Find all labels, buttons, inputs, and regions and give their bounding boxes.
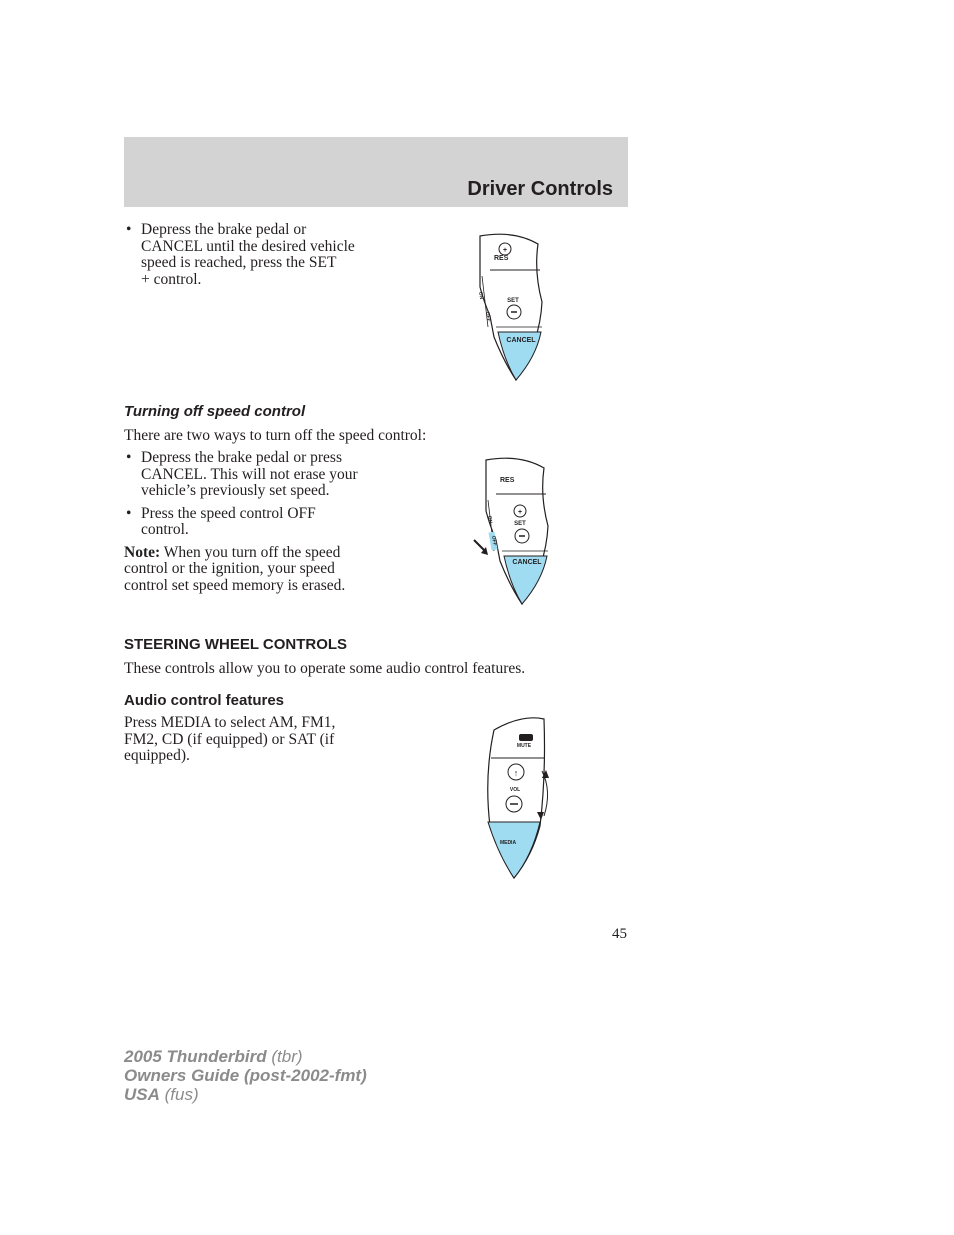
media-label: MEDIA <box>499 840 517 846</box>
bullet-line: Depress the brake pedal or <box>141 221 307 238</box>
footer-line: 2005 Thunderbird <box>124 1047 267 1066</box>
header-band <box>124 137 628 207</box>
bullet-line: Depress the brake pedal or press <box>141 449 342 466</box>
turning-off-heading: Turning off speed control <box>124 403 306 420</box>
svg-text:+: + <box>517 509 523 516</box>
list-item: • Depress the brake pedal or press CANCEL. This will not erase your vehicle’s previously set speed. <box>124 450 394 500</box>
bullet-line: CANCEL until the desired vehicle <box>141 237 355 255</box>
speed-control-diagram <box>474 232 564 384</box>
res-label: RES <box>494 255 509 262</box>
steering-intro: These controls allow you to operate some audio control features. <box>124 660 526 677</box>
audio-line: FM2, CD (if equipped) or SAT (if <box>124 730 335 748</box>
note <box>124 545 394 595</box>
speed-control-off-diagram <box>470 456 560 608</box>
mute-label: MUTE <box>516 743 532 749</box>
note-line: When you turn off the speed <box>160 543 341 561</box>
cancel-label: CANCEL <box>506 337 536 344</box>
svg-text:↑: ↑ <box>513 768 519 778</box>
vol-label: VOL <box>509 787 521 793</box>
res-label: RES <box>500 477 515 484</box>
on-label: ON <box>486 515 494 524</box>
bullet-line: vehicle’s previously set speed. <box>141 482 330 499</box>
page-title: Driver Controls <box>467 178 613 200</box>
audio-heading: Audio control features <box>124 692 285 709</box>
audio-control-diagram <box>482 716 556 880</box>
note-line: control set speed memory is erased. <box>124 576 346 594</box>
page-number: 45 <box>612 926 627 942</box>
footer-line: USA <box>124 1085 160 1104</box>
off-label: OFF <box>490 535 498 547</box>
steering-heading: STEERING WHEEL CONTROLS <box>124 636 348 653</box>
set-label: SET <box>514 521 526 527</box>
bullet-line: CANCEL. This will not erase your <box>141 465 358 483</box>
footer <box>124 1047 367 1104</box>
audio-line: equipped). <box>124 747 190 764</box>
svg-text:+: + <box>502 247 508 254</box>
cancel-label: CANCEL <box>512 559 542 566</box>
audio-line: Press MEDIA to select AM, FM1, <box>124 714 336 731</box>
audio-text <box>124 715 394 765</box>
note-line: control or the ignition, your speed <box>124 560 335 577</box>
note-label: Note: <box>124 543 161 561</box>
resume-bullet: • Depress the brake pedal or CANCEL until the desired vehicle speed is reached, press the SET + control. <box>124 222 394 288</box>
bullet-line: + control. <box>141 270 202 288</box>
off-label: OFF <box>484 311 492 323</box>
on-label: ON <box>477 291 485 300</box>
set-label: SET <box>507 298 519 304</box>
mute-icon <box>519 734 533 741</box>
bullet-line: speed is reached, press the SET <box>141 254 337 271</box>
footer-line: (fus) <box>159 1085 199 1104</box>
footer-line: Owners Guide (post-2002-fmt) <box>124 1066 367 1085</box>
bullet-line: Press the speed control OFF <box>141 504 316 522</box>
turning-off-bullets <box>124 450 394 594</box>
bullet-line: control. <box>141 521 189 538</box>
turning-off-intro: There are two ways to turn off the speed control: <box>124 427 427 444</box>
footer-line: (tbr) <box>266 1047 303 1066</box>
list-item: • Press the speed control OFF control. <box>124 506 394 539</box>
